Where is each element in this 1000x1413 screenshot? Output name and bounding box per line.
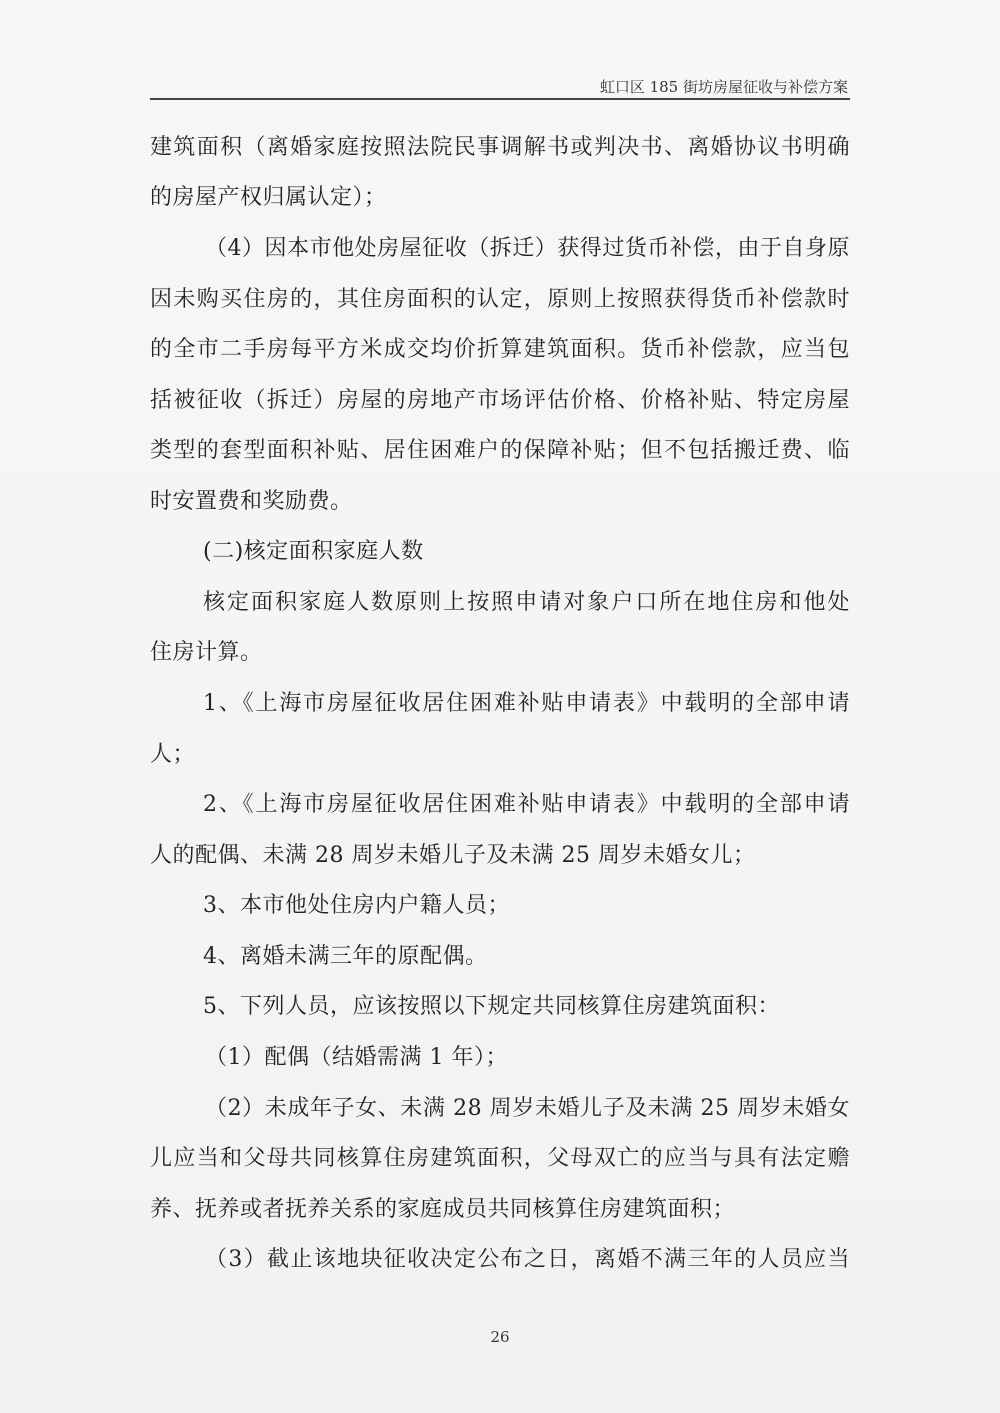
body-line: 人的配偶、未满 28 周岁未婚儿子及未满 25 周岁未婚女儿； [150,843,756,868]
body-line: 建筑面积（离婚家庭按照法院民事调解书或判决书、离婚协议书明确 [150,135,850,160]
section-heading: (二)核定面积家庭人数 [203,539,424,564]
body-line: 时安置费和奖励费。 [150,489,353,514]
body-line: 住房计算。 [150,640,263,665]
body-line: 因未购买住房的，其住房面积的认定，原则上按照获得货币补偿款时 [150,287,850,312]
list-item: （2）未成年子女、未满 28 周岁未婚儿子及未满 25 周岁未婚女 [205,1096,850,1121]
header-divider [150,98,850,100]
list-item: 3、本市他处住房内户籍人员； [203,893,510,918]
body-line: 括被征收（拆迁）房屋的房地产市场评估价格、价格补贴、特定房屋 [150,388,850,413]
body-line: 养、抚养或者抚养关系的家庭成员共同核算住房建筑面积； [150,1197,736,1222]
body-line: 的全市二手房每平方米成交均价折算建筑面积。货币补偿款，应当包 [150,337,850,362]
body-line: 的房屋产权归属认定）； [150,185,387,210]
list-item: （1）配偶（结婚需满 1 年）； [205,1045,508,1070]
page-number: 26 [490,1328,510,1346]
body-line: 人； [150,742,196,767]
list-item: 1、《上海市房屋征收居住困难补贴申请表》中载明的全部申请 [203,691,850,716]
running-header: 虹口区 185 街坊房屋征收与补偿方案 [599,78,848,96]
list-item: 2、《上海市房屋征收居住困难补贴申请表》中载明的全部申请 [203,792,850,817]
body-line: 儿应当和父母共同核算住房建筑面积，父母双亡的应当与具有法定赡 [150,1146,850,1171]
body-line: 类型的套型面积补贴、居住困难户的保障补贴；但不包括搬迁费、临 [150,438,850,463]
body-line: （4）因本市他处房屋征收（拆迁）获得过货币补偿，由于自身原 [205,236,850,261]
list-item: 5、下列人员，应该按照以下规定共同核算住房建筑面积： [203,994,780,1019]
body-line: 核定面积家庭人数原则上按照申请对象户口所在地住房和他处 [203,590,850,615]
list-item: 4、离婚未满三年的原配偶。 [203,944,488,969]
list-item: （3）截止该地块征收决定公布之日，离婚不满三年的人员应当 [205,1247,850,1272]
